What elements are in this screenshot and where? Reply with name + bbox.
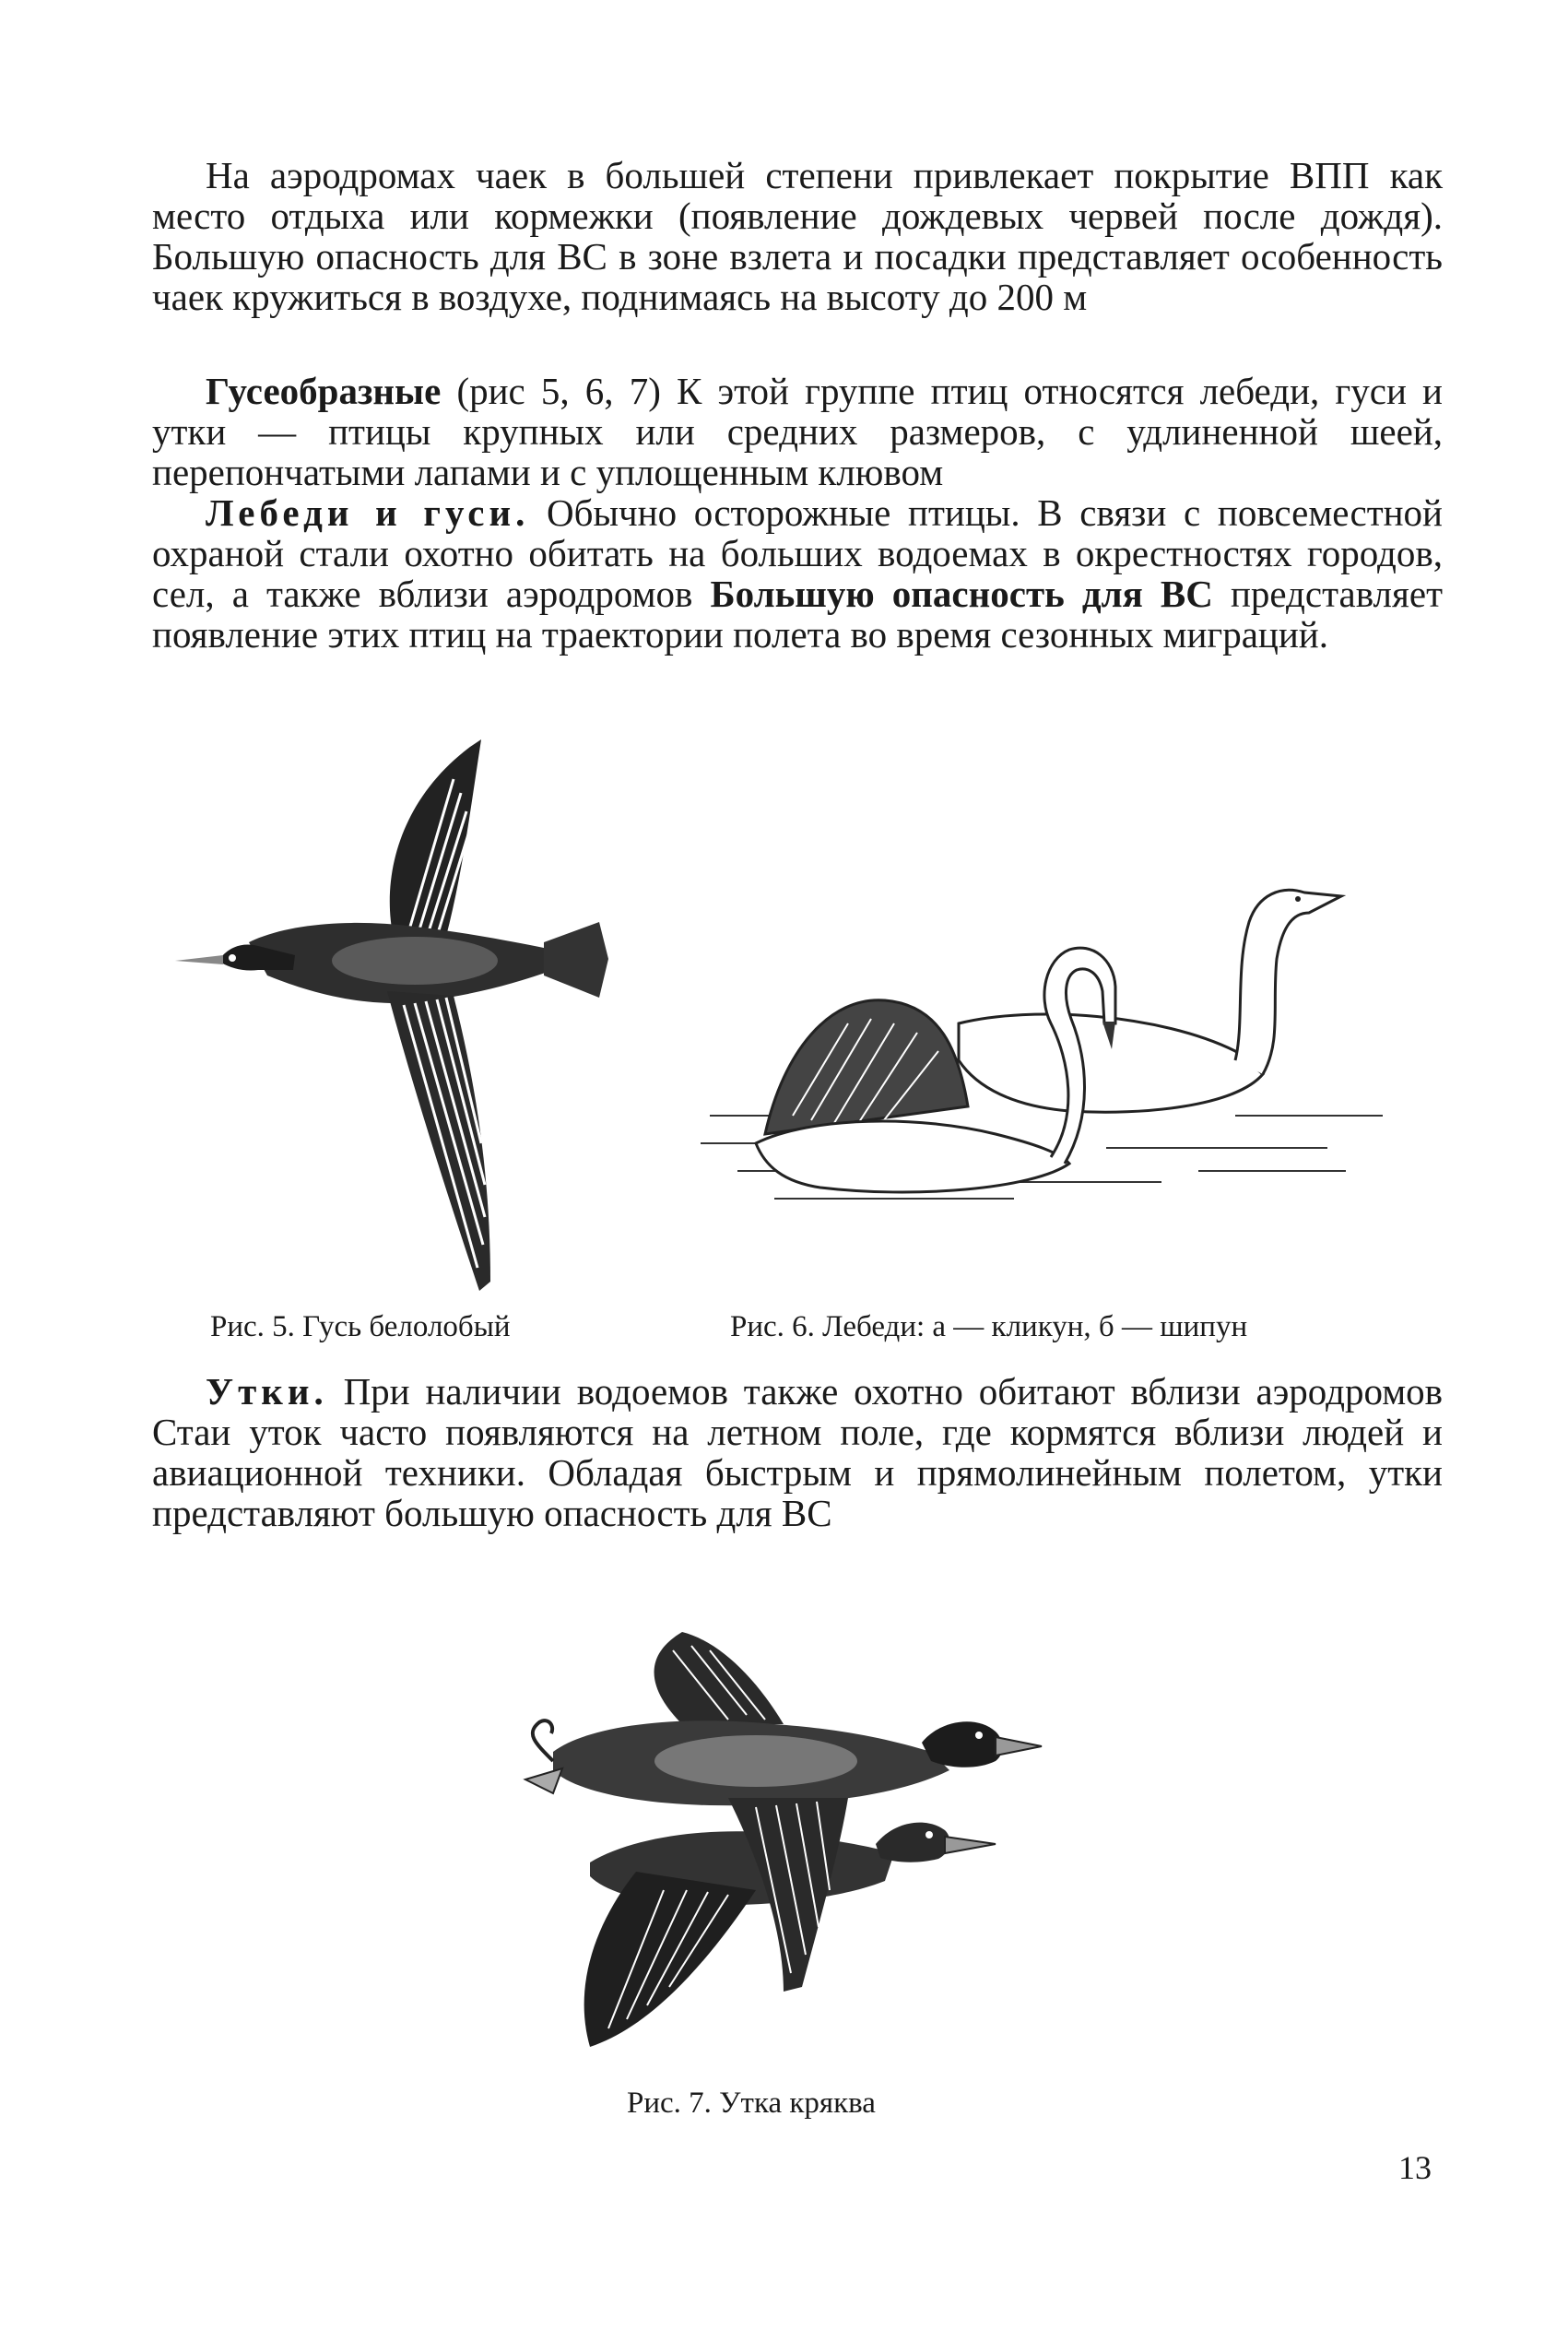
figure-5-caption: Рис. 5. Гусь белолобый xyxy=(210,1310,511,1343)
paragraph-swans-geese xyxy=(152,492,1443,655)
figure-7-caption: Рис. 7. Утка кряква xyxy=(627,2087,876,2120)
figure-6-caption: Рис. 6. Лебеди: а — кликун, б — шипун xyxy=(730,1310,1248,1343)
paragraph-gulls-text: На аэродромах чаек в большей степени привлекает покрытие ВПП как место отдыха или кормежки (появление дождевых червей после дождя). Большую опасность для ВС в зоне взлета и посадки представляет особенность чаек кружиться в воздухе, поднимаясь на высоту до 200 м xyxy=(152,154,1443,318)
paragraph-ducks xyxy=(152,1371,1443,1533)
ducks-illustration xyxy=(452,1623,1079,2056)
swans-geese-text-2: представляет появление этих птиц на траектории полета во время сезонных миграций. xyxy=(152,573,1443,656)
anseriformes-text: (рис 5, 6, 7) К этой группе птиц относятся лебеди, гуси и утки — птицы крупных или средних размеров, с удлиненной шеей, перепончатыми лапами и с уплощенным клювом xyxy=(152,370,1443,493)
page-number: 13 xyxy=(1398,2149,1432,2186)
swans-geese-bold-text: Большую опасность для ВС xyxy=(710,573,1213,615)
ducks-text: При наличии водоемов также охотно обитают вблизи аэродромов Стаи уток часто появляются на летном поле, где кормятся вблизи людей и авиационной техники. Обладая быстрым и прямолинейным полетом, утки представляют большую опасность для ВС xyxy=(152,1370,1443,1534)
goose-illustration xyxy=(166,728,645,1300)
swans-geese-text-1: Обычно осторожные птицы. В связи с повсеместной охраной стали охотно обитать на больших водоемах в окрестностях городов, сел, а также вблизи аэродромов xyxy=(152,491,1443,615)
paragraph-gulls xyxy=(152,155,1443,317)
swans-illustration xyxy=(682,839,1401,1245)
anseriformes-heading: Гусеобразные xyxy=(206,370,442,412)
ducks-heading: Утки. xyxy=(206,1370,328,1413)
paragraph-anseriformes xyxy=(152,371,1443,492)
swans-geese-heading: Лебеди и гуси. xyxy=(206,491,530,534)
